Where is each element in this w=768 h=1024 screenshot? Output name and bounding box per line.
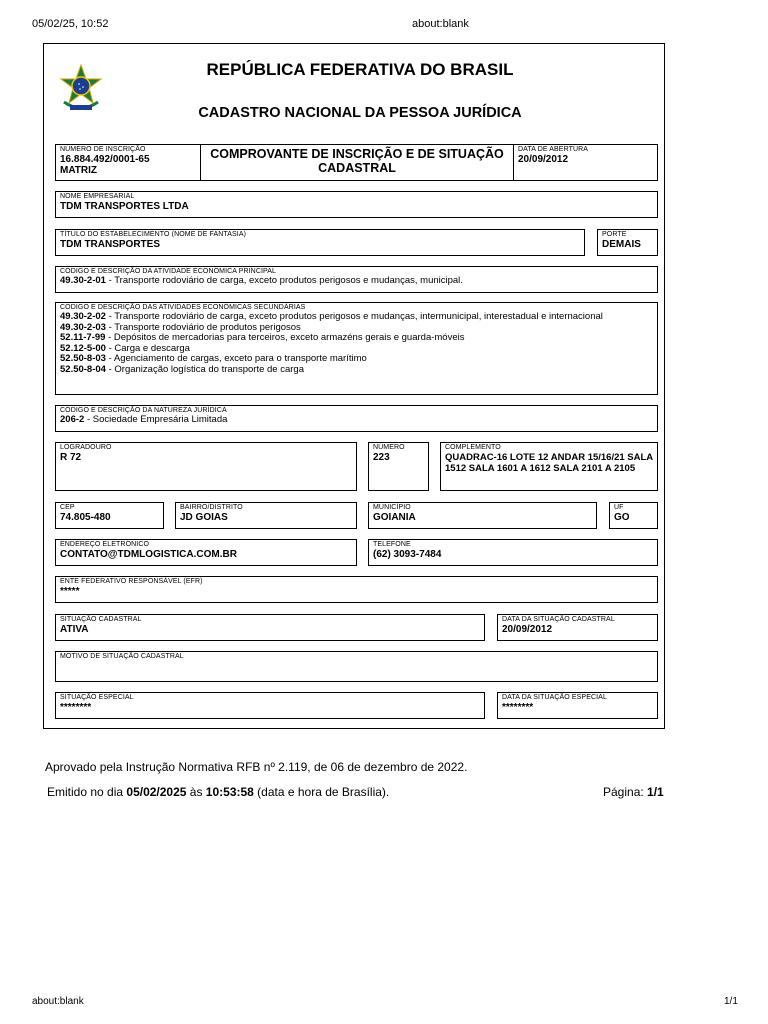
atividades-secundarias-label: CÓDIGO E DESCRIÇÃO DAS ATIVIDADES ECONÔMICAS SECUNDÁRIAS [60, 304, 306, 311]
situacao-label: SITUAÇÃO CADASTRAL [60, 616, 142, 623]
atividade-principal-code: 49.30-2-01 [60, 275, 106, 286]
data-situacao-box [497, 614, 658, 641]
municipio-label: MUNICÍPIO [373, 504, 411, 511]
document-subtitle: CADASTRO NACIONAL DA PESSOA JURÍDICA [198, 105, 522, 121]
atividade-secundaria-item: 49.30-2-03 - Transporte rodoviário de produtos perigosos [60, 321, 301, 333]
issued-line: Emitido no dia 05/02/2025 às 10:53:58 (data e hora de Brasília). [47, 785, 390, 799]
situacao-especial-box [55, 692, 485, 719]
inscricao-number: 16.884.492/0001-65 [60, 154, 150, 165]
comprovante-box [200, 144, 514, 181]
page-indicator: Página: 1/1 [603, 785, 664, 799]
municipio-box [368, 502, 597, 529]
uf-label: UF [614, 504, 624, 511]
nome-empresarial-label: NOME EMPRESARIAL [60, 193, 135, 200]
situacao-especial-value: ******** [60, 702, 92, 713]
complemento-value: QUADRAC-16 LOTE 12 ANDAR 15/16/21 SALA 1512 SALA 1601 A 1612 SALA 2101 A 2105 [445, 452, 653, 474]
atividade-secundaria-item: 52.50-8-04 - Organização logística do transporte de carga [60, 363, 304, 375]
atividade-secundaria-item: 52.50-8-03 - Agenciamento de cargas, exceto para o transporte marítimo [60, 353, 367, 365]
print-page-count: 1/1 [724, 996, 738, 1007]
fantasia-label: TÍTULO DO ESTABELECIMENTO (NOME DE FANTASIA) [60, 231, 247, 238]
data-situacao-value: 20/09/2012 [502, 624, 553, 635]
data-situacao-especial-box [497, 692, 658, 719]
logradouro-value: R 72 [60, 452, 82, 463]
telefone-box [368, 539, 658, 566]
issued-time: 10:53:58 [205, 785, 254, 799]
print-datetime: 05/02/25, 10:52 [32, 18, 109, 30]
numero-label: NÚMERO [373, 444, 405, 451]
atividade-secundaria-item: 52.11-7-99 - Depósitos de mercadorias para terceiros, exceto armazéns gerais e guarda-móveis [60, 332, 465, 344]
cep-box [55, 502, 164, 529]
atividade-principal-box [55, 266, 658, 293]
atividade-principal-label: CÓDIGO E DESCRIÇÃO DA ATIVIDADE ECONÔMICA PRINCIPAL [60, 268, 277, 275]
abertura-box [513, 144, 658, 181]
telefone-label: TELEFONE [373, 541, 411, 548]
fantasia-box [55, 229, 585, 256]
cep-label: CEP [60, 504, 75, 511]
brasil-coat-of-arms-icon [58, 64, 104, 114]
numero-box [368, 442, 429, 491]
natureza-juridica-box [55, 405, 658, 432]
cep-value: 74.805-480 [60, 512, 111, 523]
approval-note: Aprovado pela Instrução Normativa RFB nº 2.119, de 06 de dezembro de 2022. [45, 760, 468, 774]
efr-box [55, 576, 658, 603]
complemento-box [440, 442, 658, 491]
email-box [55, 539, 357, 566]
situacao-value: ATIVA [60, 624, 89, 635]
atividade-secundaria-item: 52.12-5-00 - Carga e descarga [60, 342, 190, 354]
motivo-label: MOTIVO DE SITUAÇÃO CADASTRAL [60, 653, 184, 660]
comprovante-title: COMPROVANTE DE INSCRIÇÃO E DE SITUAÇÃO CADASTRAL [210, 147, 504, 175]
complemento-label: COMPLEMENTO [445, 444, 501, 451]
situacao-especial-label: SITUAÇÃO ESPECIAL [60, 694, 134, 701]
porte-label: PORTE [602, 231, 627, 238]
issued-date: 05/02/2025 [126, 785, 187, 799]
logradouro-box [55, 442, 357, 491]
abertura-label: DATA DE ABERTURA [518, 146, 589, 153]
data-situacao-label: DATA DA SITUAÇÃO CADASTRAL [502, 616, 615, 623]
natureza-juridica-code: 206-2 [60, 414, 85, 425]
email-label: ENDEREÇO ELETRÔNICO [60, 541, 150, 548]
atividade-principal-desc: - Transporte rodoviário de carga, exceto produtos perigosos e mudanças, municipal. [105, 275, 463, 286]
data-situacao-especial-label: DATA DA SITUAÇÃO ESPECIAL [502, 694, 607, 701]
fantasia-value: TDM TRANSPORTES [60, 239, 160, 250]
print-url: about:blank [32, 996, 84, 1007]
nome-empresarial-value: TDM TRANSPORTES LTDA [60, 201, 189, 212]
municipio-value: GOIANIA [373, 512, 416, 523]
bairro-box [175, 502, 357, 529]
email-value: CONTATO@TDMLOGISTICA.COM.BR [60, 549, 237, 560]
uf-box [609, 502, 658, 529]
inscricao-label: NÚMERO DE INSCRIÇÃO [60, 146, 146, 153]
print-page-title: about:blank [412, 18, 469, 30]
inscricao-type: MATRIZ [60, 165, 98, 176]
atividade-secundaria-item: 49.30-2-02 - Transporte rodoviário de carga, exceto produtos perigosos e mudanças, intermunicipal, interestadual e internacional [60, 311, 603, 322]
natureza-juridica-label: CÓDIGO E DESCRIÇÃO DA NATUREZA JURÍDICA [60, 407, 227, 414]
bairro-label: BAIRRO/DISTRITO [180, 504, 243, 511]
logradouro-label: LOGRADOURO [60, 444, 112, 451]
abertura-value: 20/09/2012 [518, 154, 569, 165]
numero-value: 223 [373, 452, 390, 463]
inscricao-box [55, 144, 201, 181]
document-title: REPÚBLICA FEDERATIVA DO BRASIL [206, 60, 514, 79]
efr-value: ***** [60, 586, 80, 597]
natureza-juridica-desc: - Sociedade Empresária Limitada [84, 414, 228, 425]
nome-empresarial-box [55, 191, 658, 218]
porte-box [597, 229, 658, 256]
motivo-box [55, 651, 658, 682]
porte-value: DEMAIS [602, 239, 641, 250]
efr-label: ENTE FEDERATIVO RESPONSÁVEL (EFR) [60, 578, 203, 585]
situacao-box [55, 614, 485, 641]
telefone-value: (62) 3093-7484 [373, 549, 442, 560]
data-situacao-especial-value: ******** [502, 702, 534, 713]
bairro-value: JD GOIAS [180, 512, 228, 523]
uf-value: GO [614, 512, 630, 523]
atividades-secundarias-box [55, 302, 658, 395]
